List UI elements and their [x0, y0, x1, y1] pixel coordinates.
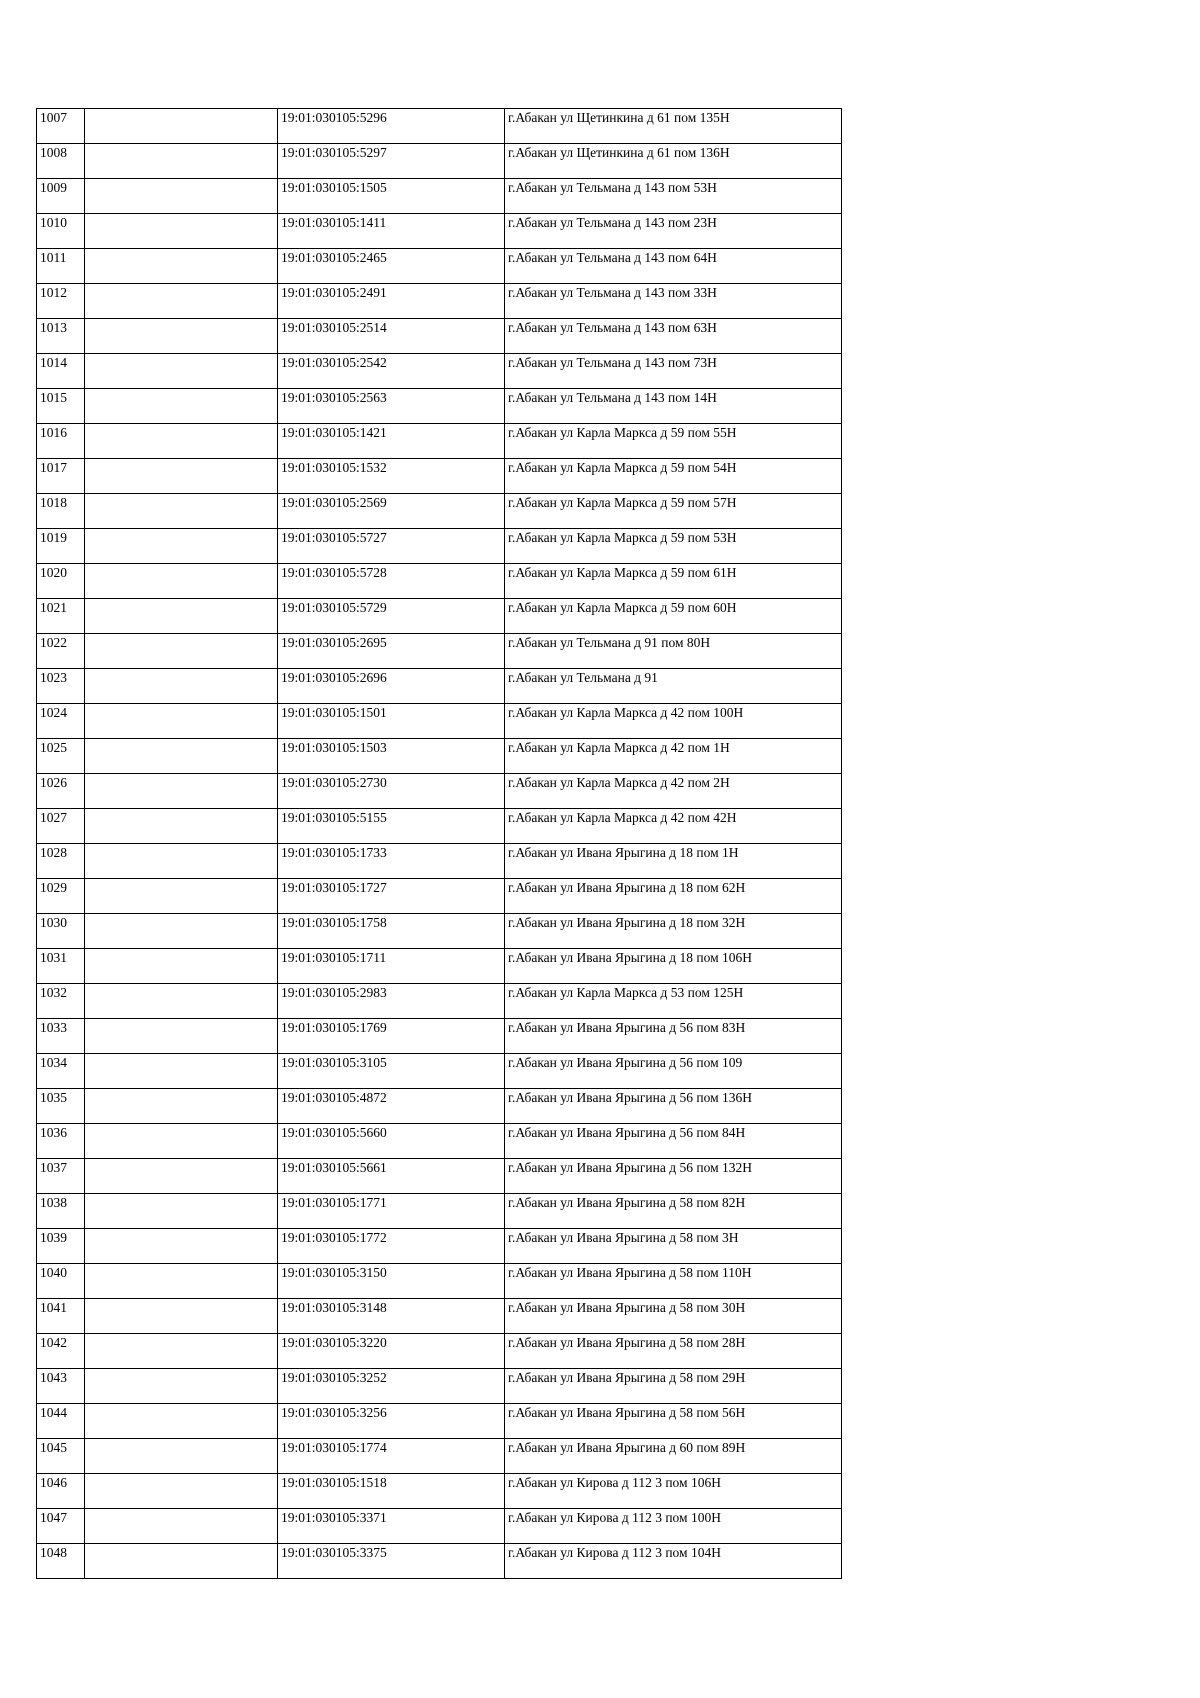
address-cell: г.Абакан ул Карла Маркса д 53 пом 125Н — [505, 984, 842, 1019]
cadastral-number-cell: 19:01:030105:3256 — [278, 1404, 505, 1439]
owner-cell — [85, 1089, 278, 1124]
address-cell: г.Абакан ул Ивана Ярыгина д 56 пом 136Н — [505, 1089, 842, 1124]
owner-cell — [85, 739, 278, 774]
address-cell: г.Абакан ул Тельмана д 143 пом 53Н — [505, 179, 842, 214]
cadastral-number-cell: 19:01:030105:2491 — [278, 284, 505, 319]
row-number-cell: 1026 — [37, 774, 85, 809]
cadastral-number-cell: 19:01:030105:5661 — [278, 1159, 505, 1194]
table-row — [37, 284, 842, 319]
table-row — [37, 879, 842, 914]
cadastral-number-cell: 19:01:030105:1503 — [278, 739, 505, 774]
row-number-cell: 1046 — [37, 1474, 85, 1509]
table-row — [37, 1089, 842, 1124]
owner-cell — [85, 354, 278, 389]
address-cell: г.Абакан ул Тельмана д 143 пом 14Н — [505, 389, 842, 424]
row-number-cell: 1036 — [37, 1124, 85, 1159]
owner-cell — [85, 809, 278, 844]
address-cell: г.Абакан ул Тельмана д 143 пом 33Н — [505, 284, 842, 319]
row-number-cell: 1047 — [37, 1509, 85, 1544]
owner-cell — [85, 1334, 278, 1369]
address-cell: г.Абакан ул Тельмана д 143 пом 23Н — [505, 214, 842, 249]
table-row — [37, 1509, 842, 1544]
cadastral-number-cell: 19:01:030105:3252 — [278, 1369, 505, 1404]
table-row — [37, 179, 842, 214]
address-cell: г.Абакан ул Ивана Ярыгина д 18 пом 32Н — [505, 914, 842, 949]
table-row — [37, 144, 842, 179]
row-number-cell: 1031 — [37, 949, 85, 984]
row-number-cell: 1021 — [37, 599, 85, 634]
owner-cell — [85, 144, 278, 179]
table-row — [37, 389, 842, 424]
owner-cell — [85, 179, 278, 214]
cadastral-number-cell: 19:01:030105:2542 — [278, 354, 505, 389]
owner-cell — [85, 1369, 278, 1404]
owner-cell — [85, 879, 278, 914]
address-cell: г.Абакан ул Кирова д 112 3 пом 106Н — [505, 1474, 842, 1509]
address-cell: г.Абакан ул Карла Маркса д 42 пом 2Н — [505, 774, 842, 809]
cadastral-number-cell: 19:01:030105:3220 — [278, 1334, 505, 1369]
table-row — [37, 494, 842, 529]
table-row — [37, 634, 842, 669]
table-row — [37, 529, 842, 564]
cadastral-number-cell: 19:01:030105:4872 — [278, 1089, 505, 1124]
table-row — [37, 599, 842, 634]
table-row — [37, 1404, 842, 1439]
owner-cell — [85, 669, 278, 704]
row-number-cell: 1048 — [37, 1544, 85, 1579]
cadastral-number-cell: 19:01:030105:5155 — [278, 809, 505, 844]
owner-cell — [85, 1159, 278, 1194]
cadastral-number-cell: 19:01:030105:1501 — [278, 704, 505, 739]
cadastral-number-cell: 19:01:030105:1772 — [278, 1229, 505, 1264]
owner-cell — [85, 1054, 278, 1089]
row-number-cell: 1029 — [37, 879, 85, 914]
row-number-cell: 1043 — [37, 1369, 85, 1404]
address-cell: г.Абакан ул Ивана Ярыгина д 18 пом 62Н — [505, 879, 842, 914]
table-row — [37, 1159, 842, 1194]
cadastral-number-cell: 19:01:030105:3375 — [278, 1544, 505, 1579]
cadastral-number-cell: 19:01:030105:2563 — [278, 389, 505, 424]
registry-table-body — [37, 109, 842, 1579]
owner-cell — [85, 1509, 278, 1544]
owner-cell — [85, 249, 278, 284]
table-row — [37, 1439, 842, 1474]
cadastral-number-cell: 19:01:030105:5297 — [278, 144, 505, 179]
owner-cell — [85, 319, 278, 354]
address-cell: г.Абакан ул Кирова д 112 3 пом 100Н — [505, 1509, 842, 1544]
row-number-cell: 1041 — [37, 1299, 85, 1334]
owner-cell — [85, 564, 278, 599]
owner-cell — [85, 599, 278, 634]
cadastral-number-cell: 19:01:030105:5296 — [278, 109, 505, 144]
row-number-cell: 1032 — [37, 984, 85, 1019]
table-row — [37, 1334, 842, 1369]
row-number-cell: 1018 — [37, 494, 85, 529]
owner-cell — [85, 634, 278, 669]
table-row — [37, 249, 842, 284]
table-row — [37, 1229, 842, 1264]
address-cell: г.Абакан ул Ивана Ярыгина д 58 пом 56Н — [505, 1404, 842, 1439]
cadastral-number-cell: 19:01:030105:2514 — [278, 319, 505, 354]
owner-cell — [85, 704, 278, 739]
table-row — [37, 1544, 842, 1579]
owner-cell — [85, 494, 278, 529]
row-number-cell: 1012 — [37, 284, 85, 319]
address-cell: г.Абакан ул Карла Маркса д 42 пом 42Н — [505, 809, 842, 844]
address-cell: г.Абакан ул Карла Маркса д 59 пом 55Н — [505, 424, 842, 459]
table-row — [37, 914, 842, 949]
table-row — [37, 1054, 842, 1089]
address-cell: г.Абакан ул Ивана Ярыгина д 58 пом 30Н — [505, 1299, 842, 1334]
address-cell: г.Абакан ул Ивана Ярыгина д 56 пом 109 — [505, 1054, 842, 1089]
row-number-cell: 1044 — [37, 1404, 85, 1439]
cadastral-number-cell: 19:01:030105:1727 — [278, 879, 505, 914]
owner-cell — [85, 844, 278, 879]
row-number-cell: 1042 — [37, 1334, 85, 1369]
cadastral-number-cell: 19:01:030105:3148 — [278, 1299, 505, 1334]
property-registry-table — [36, 108, 842, 1579]
table-row — [37, 1474, 842, 1509]
cadastral-number-cell: 19:01:030105:5727 — [278, 529, 505, 564]
owner-cell — [85, 109, 278, 144]
owner-cell — [85, 284, 278, 319]
address-cell: г.Абакан ул Ивана Ярыгина д 18 пом 106Н — [505, 949, 842, 984]
row-number-cell: 1013 — [37, 319, 85, 354]
table-row — [37, 1194, 842, 1229]
cadastral-number-cell: 19:01:030105:1733 — [278, 844, 505, 879]
row-number-cell: 1010 — [37, 214, 85, 249]
table-row — [37, 739, 842, 774]
address-cell: г.Абакан ул Карла Маркса д 59 пом 54Н — [505, 459, 842, 494]
table-row — [37, 949, 842, 984]
owner-cell — [85, 914, 278, 949]
cadastral-number-cell: 19:01:030105:5728 — [278, 564, 505, 599]
owner-cell — [85, 1474, 278, 1509]
table-row — [37, 844, 842, 879]
row-number-cell: 1016 — [37, 424, 85, 459]
row-number-cell: 1045 — [37, 1439, 85, 1474]
cadastral-number-cell: 19:01:030105:5729 — [278, 599, 505, 634]
table-row — [37, 984, 842, 1019]
table-row — [37, 1019, 842, 1054]
row-number-cell: 1019 — [37, 529, 85, 564]
owner-cell — [85, 949, 278, 984]
row-number-cell: 1008 — [37, 144, 85, 179]
address-cell: г.Абакан ул Тельмана д 143 пом 73Н — [505, 354, 842, 389]
cadastral-number-cell: 19:01:030105:1769 — [278, 1019, 505, 1054]
owner-cell — [85, 424, 278, 459]
table-row — [37, 774, 842, 809]
address-cell: г.Абакан ул Ивана Ярыгина д 56 пом 132Н — [505, 1159, 842, 1194]
row-number-cell: 1007 — [37, 109, 85, 144]
cadastral-number-cell: 19:01:030105:5660 — [278, 1124, 505, 1159]
address-cell: г.Абакан ул Ивана Ярыгина д 58 пом 29Н — [505, 1369, 842, 1404]
address-cell: г.Абакан ул Тельмана д 91 — [505, 669, 842, 704]
row-number-cell: 1022 — [37, 634, 85, 669]
cadastral-number-cell: 19:01:030105:2983 — [278, 984, 505, 1019]
address-cell: г.Абакан ул Ивана Ярыгина д 56 пом 83Н — [505, 1019, 842, 1054]
cadastral-number-cell: 19:01:030105:3105 — [278, 1054, 505, 1089]
row-number-cell: 1039 — [37, 1229, 85, 1264]
table-row — [37, 1124, 842, 1159]
row-number-cell: 1035 — [37, 1089, 85, 1124]
table-row — [37, 214, 842, 249]
owner-cell — [85, 774, 278, 809]
address-cell: г.Абакан ул Карла Маркса д 42 пом 1Н — [505, 739, 842, 774]
row-number-cell: 1028 — [37, 844, 85, 879]
cadastral-number-cell: 19:01:030105:1771 — [278, 1194, 505, 1229]
table-row — [37, 1264, 842, 1299]
table-row — [37, 809, 842, 844]
row-number-cell: 1014 — [37, 354, 85, 389]
table-row — [37, 459, 842, 494]
owner-cell — [85, 459, 278, 494]
table-row — [37, 1369, 842, 1404]
address-cell: г.Абакан ул Ивана Ярыгина д 58 пом 110Н — [505, 1264, 842, 1299]
cadastral-number-cell: 19:01:030105:1711 — [278, 949, 505, 984]
address-cell: г.Абакан ул Щетинкина д 61 пом 136Н — [505, 144, 842, 179]
row-number-cell: 1040 — [37, 1264, 85, 1299]
row-number-cell: 1011 — [37, 249, 85, 284]
address-cell: г.Абакан ул Карла Маркса д 59 пом 60Н — [505, 599, 842, 634]
row-number-cell: 1009 — [37, 179, 85, 214]
row-number-cell: 1024 — [37, 704, 85, 739]
row-number-cell: 1033 — [37, 1019, 85, 1054]
address-cell: г.Абакан ул Карла Маркса д 59 пом 53Н — [505, 529, 842, 564]
owner-cell — [85, 1194, 278, 1229]
address-cell: г.Абакан ул Ивана Ярыгина д 56 пом 84Н — [505, 1124, 842, 1159]
owner-cell — [85, 529, 278, 564]
table-row — [37, 109, 842, 144]
table-row — [37, 319, 842, 354]
cadastral-number-cell: 19:01:030105:1774 — [278, 1439, 505, 1474]
address-cell: г.Абакан ул Ивана Ярыгина д 58 пом 3Н — [505, 1229, 842, 1264]
address-cell: г.Абакан ул Тельмана д 143 пом 64Н — [505, 249, 842, 284]
cadastral-number-cell: 19:01:030105:3150 — [278, 1264, 505, 1299]
owner-cell — [85, 389, 278, 424]
owner-cell — [85, 1229, 278, 1264]
table-row — [37, 564, 842, 599]
cadastral-number-cell: 19:01:030105:2569 — [278, 494, 505, 529]
address-cell: г.Абакан ул Ивана Ярыгина д 18 пом 1Н — [505, 844, 842, 879]
row-number-cell: 1030 — [37, 914, 85, 949]
owner-cell — [85, 1299, 278, 1334]
table-row — [37, 704, 842, 739]
owner-cell — [85, 1264, 278, 1299]
cadastral-number-cell: 19:01:030105:1518 — [278, 1474, 505, 1509]
address-cell: г.Абакан ул Тельмана д 143 пом 63Н — [505, 319, 842, 354]
cadastral-number-cell: 19:01:030105:1758 — [278, 914, 505, 949]
address-cell: г.Абакан ул Карла Маркса д 59 пом 61Н — [505, 564, 842, 599]
row-number-cell: 1023 — [37, 669, 85, 704]
table-row — [37, 1299, 842, 1334]
address-cell: г.Абакан ул Ивана Ярыгина д 58 пом 82Н — [505, 1194, 842, 1229]
cadastral-number-cell: 19:01:030105:2730 — [278, 774, 505, 809]
owner-cell — [85, 1544, 278, 1579]
owner-cell — [85, 1439, 278, 1474]
address-cell: г.Абакан ул Карла Маркса д 59 пом 57Н — [505, 494, 842, 529]
cadastral-number-cell: 19:01:030105:3371 — [278, 1509, 505, 1544]
row-number-cell: 1020 — [37, 564, 85, 599]
cadastral-number-cell: 19:01:030105:1421 — [278, 424, 505, 459]
cadastral-number-cell: 19:01:030105:2696 — [278, 669, 505, 704]
address-cell: г.Абакан ул Ивана Ярыгина д 58 пом 28Н — [505, 1334, 842, 1369]
address-cell: г.Абакан ул Щетинкина д 61 пом 135Н — [505, 109, 842, 144]
address-cell: г.Абакан ул Кирова д 112 3 пом 104Н — [505, 1544, 842, 1579]
row-number-cell: 1015 — [37, 389, 85, 424]
owner-cell — [85, 1404, 278, 1439]
cadastral-number-cell: 19:01:030105:1411 — [278, 214, 505, 249]
cadastral-number-cell: 19:01:030105:2465 — [278, 249, 505, 284]
address-cell: г.Абакан ул Карла Маркса д 42 пом 100Н — [505, 704, 842, 739]
table-row — [37, 354, 842, 389]
row-number-cell: 1025 — [37, 739, 85, 774]
address-cell: г.Абакан ул Тельмана д 91 пом 80Н — [505, 634, 842, 669]
row-number-cell: 1037 — [37, 1159, 85, 1194]
table-row — [37, 669, 842, 704]
owner-cell — [85, 984, 278, 1019]
owner-cell — [85, 214, 278, 249]
cadastral-number-cell: 19:01:030105:1532 — [278, 459, 505, 494]
cadastral-number-cell: 19:01:030105:2695 — [278, 634, 505, 669]
address-cell: г.Абакан ул Ивана Ярыгина д 60 пом 89Н — [505, 1439, 842, 1474]
row-number-cell: 1034 — [37, 1054, 85, 1089]
row-number-cell: 1027 — [37, 809, 85, 844]
row-number-cell: 1017 — [37, 459, 85, 494]
row-number-cell: 1038 — [37, 1194, 85, 1229]
owner-cell — [85, 1019, 278, 1054]
cadastral-number-cell: 19:01:030105:1505 — [278, 179, 505, 214]
owner-cell — [85, 1124, 278, 1159]
table-row — [37, 424, 842, 459]
